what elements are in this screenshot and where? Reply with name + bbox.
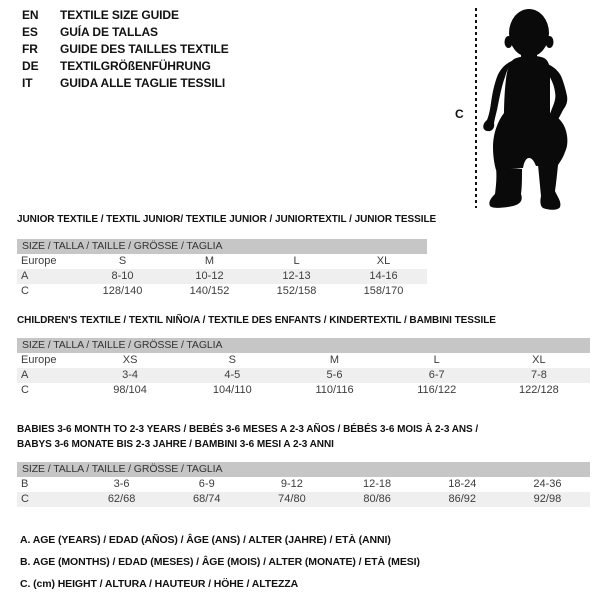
height-cell: 104/110: [212, 384, 252, 396]
size-header-bar: SIZE / TALLA / TAILLE / GRÖSSE / TAGLIA: [17, 462, 590, 477]
height-cell: 62/68: [107, 493, 136, 505]
height-cell: 92/98: [533, 493, 562, 505]
language-title: GUIDA ALLE TAGLIE TESSILI: [60, 76, 226, 90]
table-row: [17, 353, 590, 368]
size-cell: M: [204, 255, 215, 267]
age-cell: 9-12: [280, 478, 303, 490]
age-cell: 5-6: [326, 369, 343, 381]
row-label: A: [21, 270, 29, 282]
height-cell: 80/86: [363, 493, 391, 505]
height-cell: 110/116: [315, 384, 354, 396]
age-cell: 14-16: [369, 270, 398, 282]
age-cell: 3-4: [122, 369, 139, 381]
size-header-bar: SIZE / TALLA / TAILLE / GRÖSSE / TAGLIA: [17, 239, 427, 254]
row-label: A: [21, 369, 29, 381]
size-cell: S: [118, 255, 127, 267]
age-cell: 6-7: [428, 369, 445, 381]
table-row: [17, 269, 427, 284]
height-measure-dashed-line: [475, 8, 477, 208]
row-label: C: [21, 493, 29, 505]
language-code: EN: [22, 8, 39, 22]
row-label: C: [21, 285, 29, 297]
height-cell: 158/170: [363, 285, 404, 297]
footnote-a: A. AGE (YEARS) / EDAD (AÑOS) / ÂGE (ANS) / ALTER (JAHRE) / ETÀ (ANNI): [20, 534, 391, 546]
age-cell: 4-5: [224, 369, 241, 381]
section-title-children: CHILDREN'S TEXTILE / TEXTIL NIÑO/A / TEXTILE DES ENFANTS / KINDERTEXTIL / BAMBINI TESSILE: [17, 315, 496, 326]
row-label: Europe: [21, 255, 57, 267]
language-row-fr: [22, 41, 229, 58]
section-title-babies-line1: BABIES 3-6 MONTH TO 2-3 YEARS / BEBÉS 3-6 MESES A 2-3 AÑOS / BÉBÉS 3-6 MOIS À 2-3 ANS /: [17, 424, 479, 435]
height-cell: 122/128: [519, 384, 559, 396]
language-title: GUÍA DE TALLAS: [60, 25, 158, 39]
language-code: FR: [22, 42, 38, 56]
junior-size-table: [17, 239, 427, 299]
table-row: [17, 284, 427, 299]
language-row-de: [22, 58, 229, 75]
age-cell: 10-12: [195, 270, 224, 282]
size-cell: XS: [122, 354, 138, 366]
height-cell: 128/140: [102, 285, 143, 297]
row-label: Europe: [21, 354, 57, 366]
section-title-babies-line2: BABYS 3-6 MONATE BIS 2-3 JAHRE / BAMBINI 3-6 MESI A 2-3 ANNI: [17, 439, 334, 450]
age-cell: 18-24: [448, 478, 477, 490]
table-row: [17, 492, 590, 507]
height-cell: 74/80: [278, 493, 306, 505]
height-measure-label: C: [455, 107, 464, 121]
age-cell: 6-9: [198, 478, 215, 490]
footnote-list: [20, 534, 420, 600]
height-cell: 68/74: [192, 493, 221, 505]
height-cell: 86/92: [448, 493, 477, 505]
height-cell: 152/158: [276, 285, 317, 297]
height-cell: 116/122: [417, 384, 457, 396]
age-cell: 24-36: [533, 478, 562, 490]
language-code: IT: [22, 76, 33, 90]
language-title: GUIDE DES TAILLES TEXTILE: [60, 42, 229, 56]
row-label: B: [21, 478, 29, 490]
language-code: ES: [22, 25, 38, 39]
language-row-en: [22, 7, 229, 24]
section-title-babies: [17, 422, 478, 452]
age-cell: 3-6: [113, 478, 130, 490]
table-row: [17, 383, 590, 398]
language-code: DE: [22, 59, 39, 73]
size-cell: M: [329, 354, 340, 366]
footnote-b: B. AGE (MONTHS) / EDAD (MESES) / ÂGE (MOIS) / ALTER (MONATE) / ETÀ (MESI): [20, 556, 420, 568]
age-cell: 12-18: [363, 478, 392, 490]
size-header-bar: SIZE / TALLA / TAILLE / GRÖSSE / TAGLIA: [17, 338, 590, 353]
section-title-junior: JUNIOR TEXTILE / TEXTIL JUNIOR/ TEXTILE JUNIOR / JUNIORTEXTIL / JUNIOR TESSILE: [17, 214, 437, 225]
language-row-es: [22, 24, 229, 41]
size-cell: L: [433, 354, 440, 366]
baby-silhouette-icon: [480, 3, 600, 211]
table-row: [17, 254, 427, 269]
size-cell: S: [228, 354, 236, 366]
height-cell: 140/152: [189, 285, 230, 297]
table-row: [17, 368, 590, 383]
language-title: TEXTILE SIZE GUIDE: [60, 8, 179, 22]
footnote-c: C. (cm) HEIGHT / ALTURA / HAUTEUR / HÖHE / ALTEZZA: [20, 578, 299, 590]
age-cell: 7-8: [530, 369, 547, 381]
language-row-it: [22, 75, 229, 92]
language-title-list: [22, 7, 229, 92]
row-label: C: [21, 384, 29, 396]
babies-size-table: [17, 462, 590, 507]
height-cell: 98/104: [113, 384, 147, 396]
age-cell: 8-10: [111, 270, 134, 282]
table-row: [17, 477, 590, 492]
size-cell: XL: [376, 255, 391, 267]
size-cell: XL: [532, 354, 546, 366]
language-title: TEXTILGRÖßENFÜHRUNG: [60, 59, 211, 73]
size-cell: L: [293, 255, 300, 267]
children-size-table: [17, 338, 590, 398]
age-cell: 12-13: [282, 270, 311, 282]
